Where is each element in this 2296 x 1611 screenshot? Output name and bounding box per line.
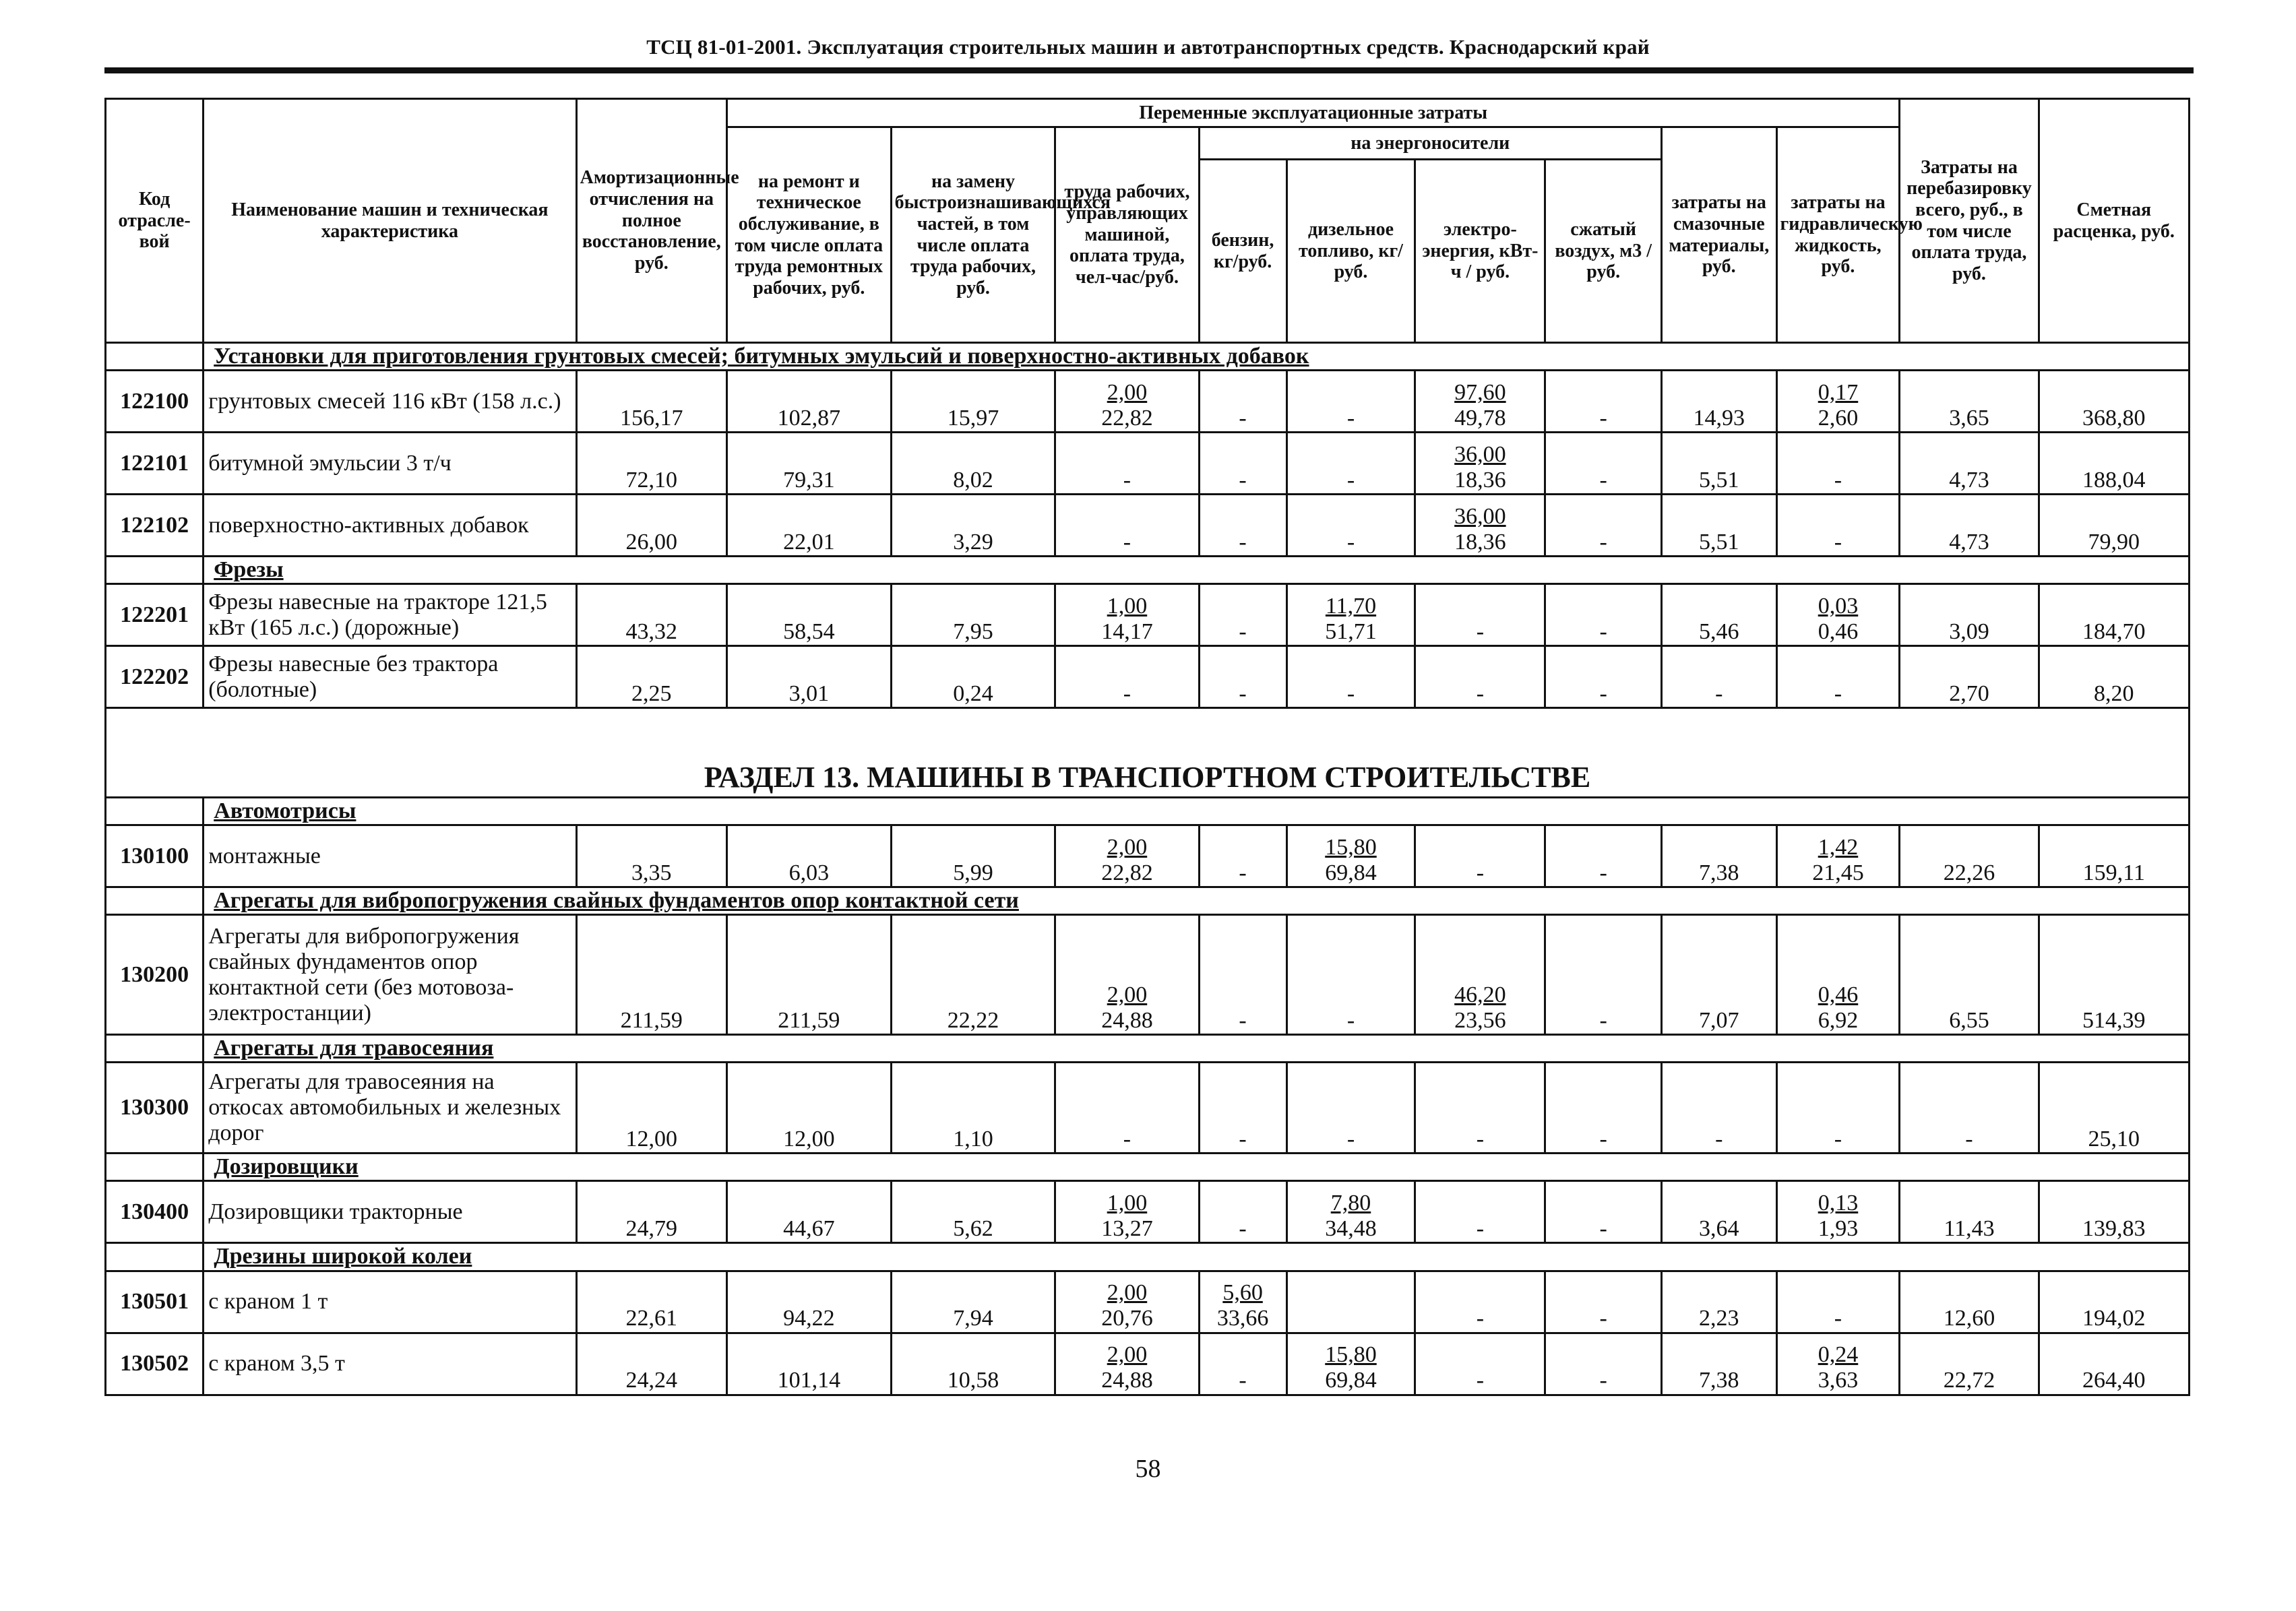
group-title: Фрезы — [204, 557, 2190, 584]
cell-diesel: - — [1286, 433, 1415, 495]
cell-diesel: - — [1286, 646, 1415, 708]
row-code: 130501 — [106, 1271, 204, 1333]
cell-rate: 188,04 — [2039, 433, 2189, 495]
cell-diesel — [1286, 584, 1415, 646]
row-name: с краном 1 т — [204, 1271, 576, 1333]
cell-parts: 22,22 — [891, 915, 1055, 1035]
cell-air: - — [1545, 646, 1662, 708]
cell-rate: 514,39 — [2039, 915, 2189, 1035]
row-code: 122101 — [106, 433, 204, 495]
group-code-cell — [106, 887, 204, 915]
cell-repair: 44,67 — [726, 1181, 891, 1243]
cell-air: - — [1545, 1271, 1662, 1333]
row-code: 122100 — [106, 371, 204, 433]
electric-cost: 49,78 — [1454, 406, 1506, 431]
row-name: Фрезы навесные на тракторе 121,5 кВт (165 л.с.) (дорожные) — [204, 584, 576, 646]
cell-parts: 1,10 — [891, 1063, 1055, 1154]
cell-electric — [1415, 495, 1545, 557]
diesel-cost: 34,48 — [1325, 1216, 1377, 1242]
page-number: 58 — [1135, 1455, 1161, 1483]
cell-labor — [1055, 825, 1199, 887]
cell-repair: 211,59 — [726, 915, 891, 1035]
labor-hours: 2,00 — [1107, 982, 1148, 1008]
electric-qty: 46,20 — [1454, 982, 1506, 1008]
hydraulic-qty: 1,42 — [1818, 835, 1859, 860]
col-energy-group: на энергоносители — [1199, 127, 1661, 160]
table-row — [106, 584, 2190, 646]
diesel-qty: 15,80 — [1325, 1342, 1377, 1368]
diesel-cost: 51,71 — [1325, 619, 1377, 645]
cell-labor — [1055, 371, 1199, 433]
diesel-cost: 69,84 — [1325, 860, 1377, 886]
electric-qty: 36,00 — [1454, 503, 1506, 529]
diesel-cost: 69,84 — [1325, 1368, 1377, 1393]
cell-lubricants: 5,51 — [1661, 495, 1776, 557]
cell-amort: 22,61 — [576, 1271, 726, 1333]
cell-electric — [1415, 371, 1545, 433]
cell-parts: 15,97 — [891, 371, 1055, 433]
hydraulic-qty: 0,03 — [1818, 594, 1859, 619]
cell-rate: 184,70 — [2039, 584, 2189, 646]
cell-repair: 6,03 — [726, 825, 891, 887]
cell-lubricants: 7,07 — [1661, 915, 1776, 1035]
table-row — [106, 371, 2190, 433]
labor-hours: 1,00 — [1107, 1191, 1148, 1216]
col-lubricants: затраты на смазочные материалы, руб. — [1661, 127, 1776, 343]
cell-hydraulic — [1776, 1333, 1900, 1395]
cell-petrol: - — [1199, 584, 1286, 646]
row-name: Агрегаты для травосеяния на откосах автомобильных и железных дорог — [204, 1063, 576, 1154]
cell-hydraulic — [1776, 584, 1900, 646]
labor-cost: 20,76 — [1101, 1306, 1153, 1331]
cell-repair: 79,31 — [726, 433, 891, 495]
labor-hours: 2,00 — [1107, 379, 1148, 405]
cell-air: - — [1545, 1181, 1662, 1243]
cell-hydraulic: - — [1776, 646, 1900, 708]
row-name: монтажные — [204, 825, 576, 887]
cell-diesel: - — [1286, 495, 1415, 557]
row-name: Фрезы навесные без трактора (болотные) — [204, 646, 576, 708]
row-name: грунтовых смесей 116 кВт (158 л.с.) — [204, 371, 576, 433]
cell-petrol: - — [1199, 825, 1286, 887]
table-row — [106, 1333, 2190, 1395]
cell-air: - — [1545, 371, 1662, 433]
group-title: Установки для приготовления грунтовых смесей; битумных эмульсий и поверхностно-активных добавок — [204, 343, 2190, 371]
group-code-cell — [106, 1243, 204, 1271]
cell-diesel — [1286, 825, 1415, 887]
col-rate: Сметная расценка, руб. — [2039, 99, 2189, 343]
cell-lubricants: - — [1661, 1063, 1776, 1154]
table-row — [106, 1063, 2190, 1154]
group-title: Агрегаты для травосеяния — [204, 1035, 2190, 1063]
cell-hydraulic: - — [1776, 1063, 1900, 1154]
col-amort: Амортизационные отчисления на полное восстановление, руб. — [576, 99, 726, 343]
col-electric: электро-энергия, кВт-ч / руб. — [1415, 160, 1545, 343]
cell-rate: 368,80 — [2039, 371, 2189, 433]
table-row — [106, 915, 2190, 1035]
group-title: Дрезины широкой колеи — [204, 1243, 2190, 1271]
row-code: 130400 — [106, 1181, 204, 1243]
labor-cost: 22,82 — [1101, 406, 1153, 431]
cell-amort: 43,32 — [576, 584, 726, 646]
row-code: 130200 — [106, 915, 204, 1035]
cell-petrol: - — [1199, 371, 1286, 433]
cell-repair: 58,54 — [726, 584, 891, 646]
cell-amort: 24,79 — [576, 1181, 726, 1243]
cell-labor: - — [1055, 433, 1199, 495]
labor-hours: 2,00 — [1107, 1342, 1148, 1368]
cell-labor — [1055, 1271, 1199, 1333]
hydraulic-cost: 2,60 — [1818, 406, 1859, 431]
cell-air: - — [1545, 825, 1662, 887]
cell-parts: 7,95 — [891, 584, 1055, 646]
diesel-qty: 11,70 — [1325, 594, 1377, 619]
labor-hours: 1,00 — [1107, 594, 1148, 619]
cell-hydraulic — [1776, 915, 1900, 1035]
row-name: битумной эмульсии 3 т/ч — [204, 433, 576, 495]
col-parts: на замену быстроизнашивающихся частей, в том числе оплата труда рабочих, руб. — [891, 127, 1055, 343]
cell-rate: 159,11 — [2039, 825, 2189, 887]
cell-petrol: - — [1199, 1333, 1286, 1395]
labor-hours: 2,00 — [1107, 835, 1148, 860]
group-code-cell — [106, 1154, 204, 1181]
cell-petrol: - — [1199, 1063, 1286, 1154]
cell-parts: 0,24 — [891, 646, 1055, 708]
cell-air: - — [1545, 584, 1662, 646]
diesel-qty: 15,80 — [1325, 835, 1377, 860]
col-code: Код отрасле-вой — [106, 99, 204, 343]
cell-relocation: 22,72 — [1900, 1333, 2039, 1395]
hydraulic-qty: 0,13 — [1818, 1191, 1859, 1216]
section-title: РАЗДЕЛ 13. МАШИНЫ В ТРАНСПОРТНОМ СТРОИТЕЛЬСТВЕ — [106, 708, 2190, 798]
cell-parts: 7,94 — [891, 1271, 1055, 1333]
row-code: 130300 — [106, 1063, 204, 1154]
electric-cost: 23,56 — [1454, 1008, 1506, 1034]
cell-diesel — [1286, 1181, 1415, 1243]
cell-relocation: 3,09 — [1900, 584, 2039, 646]
cell-repair: 12,00 — [726, 1063, 891, 1154]
cell-parts: 10,58 — [891, 1333, 1055, 1395]
cell-lubricants: - — [1661, 646, 1776, 708]
electric-cost: 18,36 — [1454, 530, 1506, 555]
electric-qty: 97,60 — [1454, 379, 1506, 405]
cell-rate: 264,40 — [2039, 1333, 2189, 1395]
labor-cost: 24,88 — [1101, 1368, 1153, 1393]
cell-air: - — [1545, 495, 1662, 557]
table-row — [106, 1181, 2190, 1243]
cell-relocation: 22,26 — [1900, 825, 2039, 887]
cell-relocation: 4,73 — [1900, 495, 2039, 557]
cell-electric: - — [1415, 1271, 1545, 1333]
cell-electric: - — [1415, 584, 1545, 646]
cell-petrol: - — [1199, 495, 1286, 557]
table-row — [106, 433, 2190, 495]
cell-repair: 101,14 — [726, 1333, 891, 1395]
col-relocation: Затраты на перебазировку всего, руб., в том числе оплата труда, руб. — [1900, 99, 2039, 343]
cell-air: - — [1545, 915, 1662, 1035]
labor-cost: 14,17 — [1101, 619, 1153, 645]
group-code-cell — [106, 798, 204, 825]
cell-lubricants: 2,23 — [1661, 1271, 1776, 1333]
cell-amort: 2,25 — [576, 646, 726, 708]
cell-electric — [1415, 915, 1545, 1035]
row-code: 122102 — [106, 495, 204, 557]
cell-electric: - — [1415, 1181, 1545, 1243]
hydraulic-qty: 0,17 — [1818, 379, 1859, 405]
group-title: Агрегаты для вибропогружения свайных фундаментов опор контактной сети — [204, 887, 2190, 915]
labor-cost: 22,82 — [1101, 860, 1153, 886]
group-title: Автомотрисы — [204, 798, 2190, 825]
hydraulic-cost: 21,45 — [1812, 860, 1864, 886]
hydraulic-qty: 0,46 — [1818, 982, 1859, 1008]
hydraulic-cost: 0,46 — [1818, 619, 1859, 645]
cell-labor — [1055, 915, 1199, 1035]
cell-petrol: - — [1199, 1181, 1286, 1243]
cell-lubricants: 14,93 — [1661, 371, 1776, 433]
cell-lubricants: 5,46 — [1661, 584, 1776, 646]
hydraulic-cost: 6,92 — [1818, 1008, 1859, 1034]
header-rule — [104, 67, 2194, 73]
cell-rate: 79,90 — [2039, 495, 2189, 557]
cell-petrol: - — [1199, 646, 1286, 708]
cell-relocation: 4,73 — [1900, 433, 2039, 495]
cell-amort: 211,59 — [576, 915, 726, 1035]
col-name: Наименование машин и техническая характеристика — [204, 99, 576, 343]
cell-lubricants: 3,64 — [1661, 1181, 1776, 1243]
cell-relocation: 2,70 — [1900, 646, 2039, 708]
cell-air: - — [1545, 433, 1662, 495]
group-code-cell — [106, 343, 204, 371]
col-hydraulic: затраты на гидравлическую жидкость, руб. — [1776, 127, 1900, 343]
group-code-cell — [106, 557, 204, 584]
cell-lubricants: 7,38 — [1661, 1333, 1776, 1395]
table-row — [106, 825, 2190, 887]
cell-amort: 12,00 — [576, 1063, 726, 1154]
cell-petrol: - — [1199, 915, 1286, 1035]
col-petrol: бензин, кг/руб. — [1199, 160, 1286, 343]
diesel-qty: 7,80 — [1330, 1191, 1371, 1216]
row-name: Дозировщики тракторные — [204, 1181, 576, 1243]
cell-petrol — [1199, 1271, 1286, 1333]
cell-hydraulic: - — [1776, 495, 1900, 557]
cell-parts: 5,99 — [891, 825, 1055, 887]
cell-parts: 5,62 — [891, 1181, 1055, 1243]
row-name: с краном 3,5 т — [204, 1333, 576, 1395]
petrol-qty: 5,60 — [1222, 1280, 1263, 1306]
cell-diesel: - — [1286, 371, 1415, 433]
cell-relocation: 6,55 — [1900, 915, 2039, 1035]
row-code: 122201 — [106, 584, 204, 646]
document-header: ТСЦ 81-01-2001. Эксплуатация строительных машин и автотранспортных средств. Краснодарский край — [646, 35, 1650, 59]
row-code: 122202 — [106, 646, 204, 708]
cell-amort: 72,10 — [576, 433, 726, 495]
cell-rate: 8,20 — [2039, 646, 2189, 708]
group-title: Дозировщики — [204, 1154, 2190, 1181]
cell-relocation: 3,65 — [1900, 371, 2039, 433]
cell-labor: - — [1055, 646, 1199, 708]
cell-labor: - — [1055, 495, 1199, 557]
col-labor: труда рабочих, управляющих машиной, оплата труда, чел-час/руб. — [1055, 127, 1199, 343]
cell-labor — [1055, 1181, 1199, 1243]
cell-hydraulic — [1776, 1181, 1900, 1243]
labor-cost: 13,27 — [1101, 1216, 1153, 1242]
row-code: 130502 — [106, 1333, 204, 1395]
cell-electric: - — [1415, 646, 1545, 708]
table-row — [106, 646, 2190, 708]
cell-hydraulic — [1776, 371, 1900, 433]
cell-amort: 26,00 — [576, 495, 726, 557]
cell-diesel: - — [1286, 915, 1415, 1035]
cell-labor — [1055, 584, 1199, 646]
cell-relocation: 12,60 — [1900, 1271, 2039, 1333]
cell-petrol: - — [1199, 433, 1286, 495]
electric-qty: 36,00 — [1454, 441, 1506, 467]
cell-rate: 194,02 — [2039, 1271, 2189, 1333]
petrol-cost: 33,66 — [1216, 1306, 1269, 1331]
hydraulic-cost: 1,93 — [1818, 1216, 1859, 1242]
cell-parts: 3,29 — [891, 495, 1055, 557]
cell-amort: 24,24 — [576, 1333, 726, 1395]
cell-rate: 139,83 — [2039, 1181, 2189, 1243]
cell-diesel: - — [1286, 1063, 1415, 1154]
cell-hydraulic — [1776, 825, 1900, 887]
cell-lubricants: 7,38 — [1661, 825, 1776, 887]
hydraulic-cost: 3,63 — [1818, 1368, 1859, 1393]
cell-air: - — [1545, 1063, 1662, 1154]
table-row — [106, 1271, 2190, 1333]
row-name: Агрегаты для вибропогружения свайных фундаментов опор контактной сети (без мотовоза-электростанции) — [204, 915, 576, 1035]
row-name: поверхностно-активных добавок — [204, 495, 576, 557]
labor-hours: 2,00 — [1107, 1280, 1148, 1306]
col-air: сжатый воздух, м3 / руб. — [1545, 160, 1662, 343]
cell-repair: 94,22 — [726, 1271, 891, 1333]
cell-repair: 3,01 — [726, 646, 891, 708]
cell-hydraulic: - — [1776, 1271, 1900, 1333]
cell-electric: - — [1415, 1333, 1545, 1395]
cell-labor: - — [1055, 1063, 1199, 1154]
cell-air: - — [1545, 1333, 1662, 1395]
cell-relocation: 11,43 — [1900, 1181, 2039, 1243]
hydraulic-qty: 0,24 — [1818, 1342, 1859, 1368]
cell-electric: - — [1415, 825, 1545, 887]
col-repair: на ремонт и техническое обслуживание, в том числе оплата труда ремонтных рабочих, руб. — [726, 127, 891, 343]
cell-amort: 156,17 — [576, 371, 726, 433]
cell-parts: 8,02 — [891, 433, 1055, 495]
cell-rate: 25,10 — [2039, 1063, 2189, 1154]
cell-diesel — [1286, 1333, 1415, 1395]
cell-hydraulic: - — [1776, 433, 1900, 495]
cell-lubricants: 5,51 — [1661, 433, 1776, 495]
cell-electric: - — [1415, 1063, 1545, 1154]
labor-cost: 24,88 — [1101, 1008, 1153, 1034]
cell-amort: 3,35 — [576, 825, 726, 887]
table-row — [106, 495, 2190, 557]
cell-repair: 22,01 — [726, 495, 891, 557]
group-code-cell — [106, 1035, 204, 1063]
cell-diesel — [1286, 1271, 1415, 1333]
cell-labor — [1055, 1333, 1199, 1395]
col-variable-group: Переменные эксплуатационные затраты — [726, 99, 1899, 127]
row-code: 130100 — [106, 825, 204, 887]
electric-cost: 18,36 — [1454, 468, 1506, 493]
cell-relocation: - — [1900, 1063, 2039, 1154]
cell-repair: 102,87 — [726, 371, 891, 433]
cell-electric — [1415, 433, 1545, 495]
col-diesel: дизельное топливо, кг/руб. — [1286, 160, 1415, 343]
machines-rate-table — [104, 98, 2190, 1396]
